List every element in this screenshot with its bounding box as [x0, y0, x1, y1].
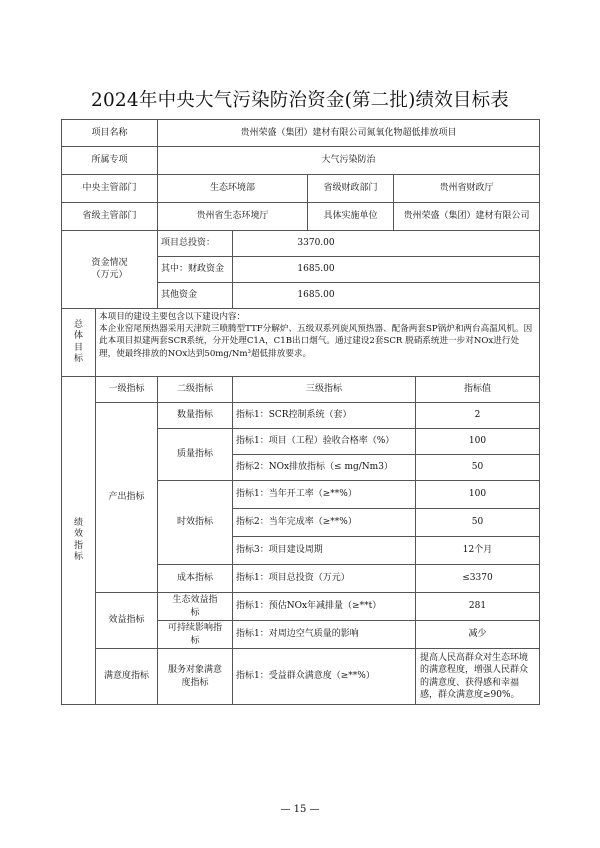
service-val1: 提高人民高群众对生态环境的满意程度，增强人民群众的满意度、获得感和幸福感，群众满意度≥90%。 [416, 649, 540, 705]
sustain-label: 可持续影响指标 [158, 621, 233, 649]
funds-unit: （万元） [91, 269, 128, 280]
header-level3: 三级指标 [233, 377, 416, 403]
funds-label-cell [61, 231, 158, 309]
quantity-val1: 2 [416, 403, 540, 429]
perf-side-label: 绩 效 指 标 [61, 377, 96, 705]
timeliness-val3: 12个月 [416, 537, 540, 565]
output-label: 产出指标 [96, 403, 158, 593]
quality-val2: 50 [416, 455, 540, 481]
project-name-value: 贵州荣盛（集团）建材有限公司氮氧化物超低排放项目 [158, 119, 540, 147]
header-target: 指标值 [416, 377, 540, 403]
sustain-val1: 减少 [416, 621, 540, 649]
timeliness-label: 时效指标 [158, 481, 233, 565]
funds-fiscal-value: 1685.00 [233, 257, 540, 283]
central-dept-value: 生态环境部 [158, 175, 308, 203]
timeliness-val1: 100 [416, 481, 540, 509]
prov-finance-value: 贵州省财政厅 [394, 175, 540, 203]
benefit-label: 效益指标 [96, 593, 158, 649]
quality-val1: 100 [416, 429, 540, 455]
cost-ind1: 指标1：项目总投资（万元） [233, 565, 416, 593]
quality-ind2: 指标2：NOx排放指标（≤ mg/Nm3） [233, 455, 416, 481]
prov-dept-value: 贵州省生态环境厅 [158, 203, 308, 231]
eco-label: 生态效益指标 [158, 593, 233, 621]
quality-label: 质量指标 [158, 429, 233, 481]
quantity-label: 数量指标 [158, 403, 233, 429]
performance-target-form [61, 119, 540, 705]
program-label: 所属专项 [61, 147, 158, 175]
cost-label: 成本指标 [158, 565, 233, 593]
funds-other-value: 1685.00 [233, 283, 540, 309]
project-name-label: 项目名称 [61, 119, 158, 147]
funds-fiscal-label: 其中：财政资金 [158, 257, 233, 283]
page-title: 2024年中央大气污染防治资金(第二批)绩效目标表 [90, 90, 510, 111]
cost-val1: ≤3370 [416, 565, 540, 593]
funds-total-value: 3370.00 [233, 231, 540, 257]
prov-dept-label: 省级主管部门 [61, 203, 158, 231]
summary-line: 本企业窑尾预热器采用天津院三喷腾型TTF分解炉、五级双系列旋风预热器、配备两套SP锅炉和两台高温风机。因此本项目拟建两套SCR系统，分开处理C1A，C1B出口烟气。通过建设2套SCR 脱硝系统进一步对NOx进行处理，使最终排放的NOx达到50mg/Nm³超低排放要求。 [99, 324, 533, 359]
timeliness-ind2: 指标2：当年完成率（≥**%） [233, 509, 416, 537]
impl-unit-label: 具体实施单位 [308, 203, 394, 231]
eco-val1: 281 [416, 593, 540, 621]
prov-finance-label: 省级财政部门 [308, 175, 394, 203]
funds-label: 资金情况 [91, 258, 128, 269]
eco-ind1: 指标1：预估NOx年减排量（≥**t） [233, 593, 416, 621]
summary-text [96, 309, 540, 377]
timeliness-val2: 50 [416, 509, 540, 537]
summary-label: 总 体 目 标 [61, 309, 96, 377]
program-value: 大气污染防治 [158, 147, 540, 175]
central-dept-label: 中央主管部门 [61, 175, 158, 203]
header-level1: 一级指标 [96, 377, 158, 403]
page-number: — 15 — [280, 804, 320, 815]
timeliness-ind3: 指标3：项目建设周期 [233, 537, 416, 565]
funds-other-label: 其他资金 [158, 283, 233, 309]
impl-unit-value: 贵州荣盛（集团）建材有限公司 [394, 203, 540, 231]
funds-total-label: 项目总投资： [158, 231, 233, 257]
quality-ind1: 指标1：项目（工程）验收合格率（%） [233, 429, 416, 455]
quantity-ind1: 指标1：SCR控制系统（套） [233, 403, 416, 429]
service-ind1: 指标1：受益群众满意度（≥**%） [233, 649, 416, 705]
timeliness-ind1: 指标1：当年开工率（≥**%） [233, 481, 416, 509]
sustain-ind1: 指标1：对周边空气质量的影响 [233, 621, 416, 649]
satisfaction-label: 满意度指标 [96, 649, 158, 705]
header-level2: 二级指标 [158, 377, 233, 403]
service-label: 服务对象满意度指标 [158, 649, 233, 705]
summary-line: 本项目的建设主要包含以下建设内容： [99, 312, 246, 322]
